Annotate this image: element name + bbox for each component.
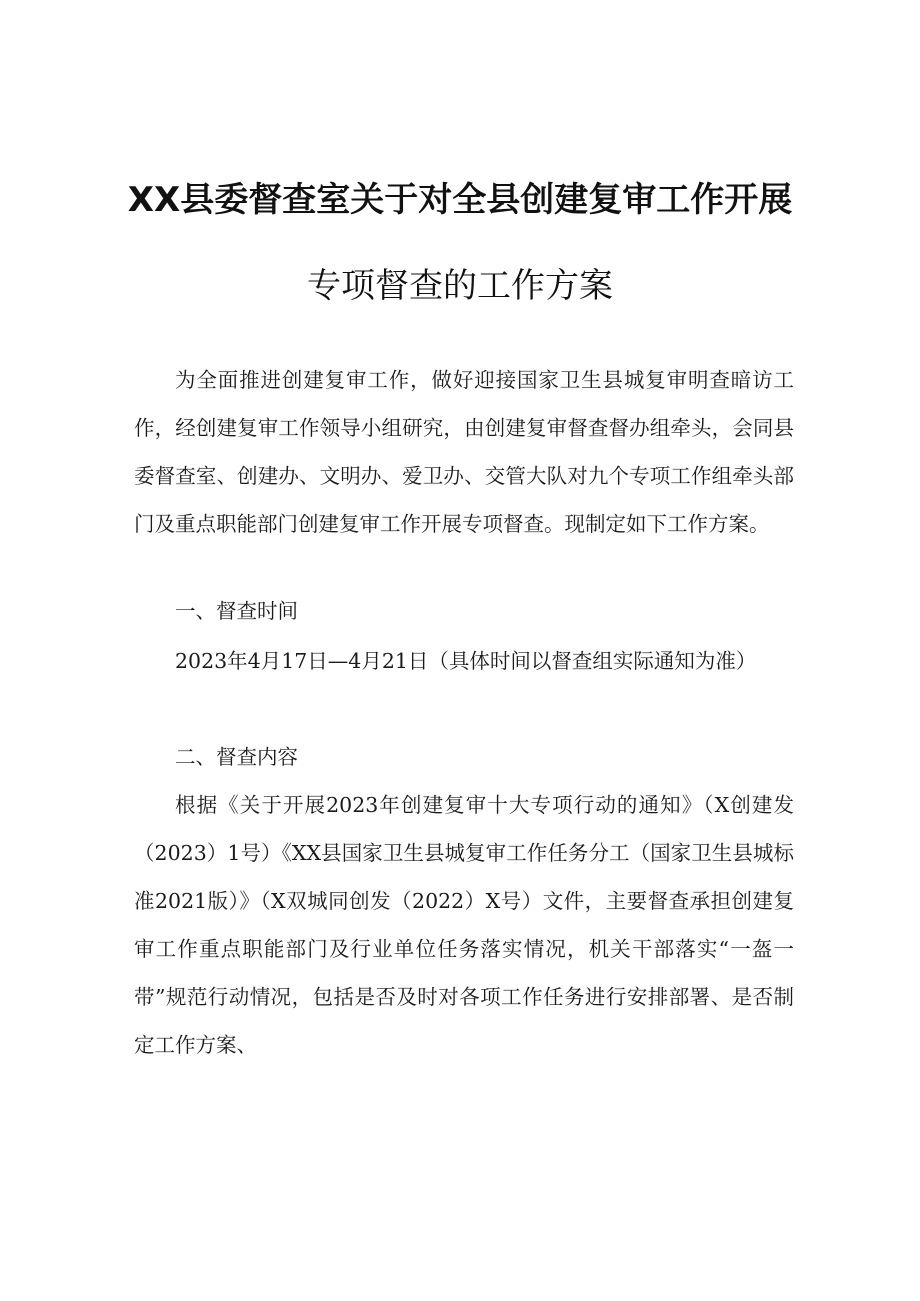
time-paragraph: 2023年4月17日—4月21日（具体时间以督查组实际通知为准） [175,649,757,673]
content-paragraph: 根据《关于开展2023年创建复审十大专项行动的通知》（X创建发（2023）1号）《XX县国家卫生县城复审工作任务分工（国家卫生县城标准2021版）》（X双城同创发（2022）X号）文件，主要督查承担创建复审工作重点职能部门及行业单位任务落实情况，机关干部落实“一盔一带”规范行动情况，包括是否及时对各项工作任务进行安排部署、是否制定工作方案、 [134,793,794,1057]
intro-paragraph: 为全面推进创建复审工作，做好迎接国家卫生县城复审明查暗访工作，经创建复审工作领导小组研究，由创建复审督查督办组牵头，会同县委督查室、创建办、文明办、爱卫办、交管大队对九个专项工作组牵头部门及重点职能部门创建复审工作开展专项督查。现制定如下工作方案。 [134,368,794,536]
document-title-line-2: 专项督查的工作方案 [307,266,613,306]
section-heading-time: 一、督查时间 [175,599,298,623]
section-heading-content: 二、督查内容 [175,745,298,769]
document-title-line-1: XX县委督查室关于对全县创建复审工作开展 [127,180,793,220]
